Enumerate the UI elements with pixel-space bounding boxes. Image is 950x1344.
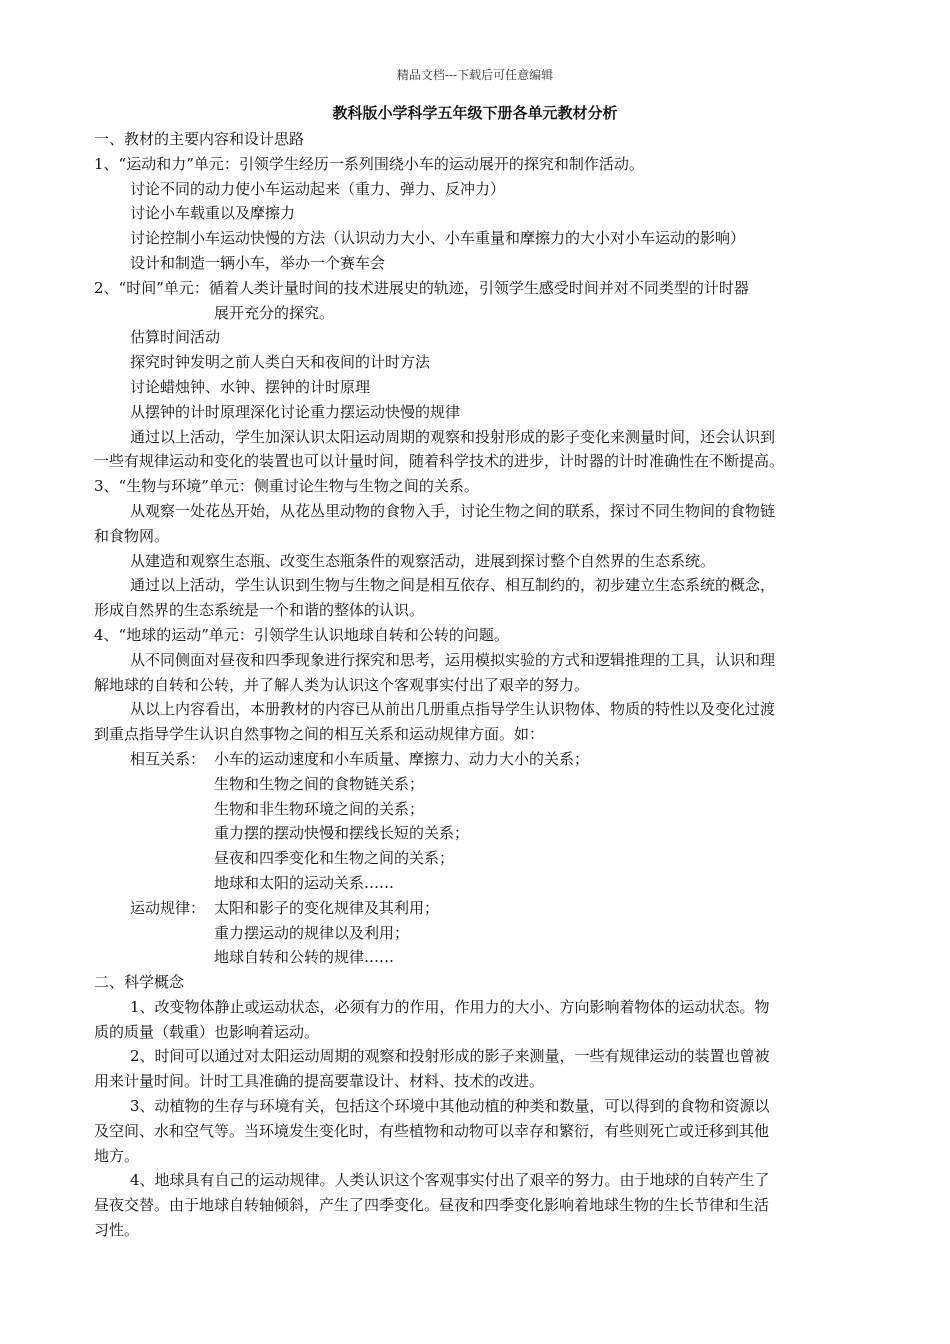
relation-label: 相互关系：	[130, 749, 206, 768]
list-item: 从摆钟的计时原理深化讨论重力摆运动快慢的规律	[130, 402, 461, 421]
paragraph-line: 通过以上活动，学生认识到生物与生物之间是相互依存、相互制约的，初步建立生态系统的概念，	[130, 576, 776, 595]
relation-item: 地球和太阳的运动关系……	[214, 873, 395, 892]
paragraph-line: 和食物网。	[94, 526, 170, 545]
document-title: 教科版小学科学五年级下册各单元教材分析	[332, 104, 618, 122]
unit-heading: 2、“时间”单元：循着人类计量时间的技术进展史的轨迹，引领学生感受时间并对不同类型的计时器	[94, 278, 749, 297]
paragraph-line: 1、改变物体静止或运动状态，必须有力的作用，作用力的大小、方向影响着物体的运动状态。物	[130, 997, 770, 1016]
unit-heading: 1、“运动和力”单元：引领学生经历一系列围绕小车的运动展开的探究和制作活动。	[94, 154, 644, 173]
paragraph-line: 到重点指导学生认识自然事物之间的相互关系和运动规律方面。如：	[94, 725, 545, 744]
paragraph-line: 一些有规律运动和变化的装置也可以计量时间，随着科学技术的进步，计时器的计时准确性在不断提高。	[94, 452, 785, 471]
law-item: 地球自转和公转的规律……	[214, 948, 395, 967]
paragraph-line: 质的质量（载重）也影响着运动。	[94, 1022, 320, 1041]
relation-item: 小车的运动速度和小车质量、摩擦力、动力大小的关系；	[214, 749, 590, 768]
list-item: 探究时钟发明之前人类白天和夜间的计时方法	[130, 353, 431, 372]
law-item: 太阳和影子的变化规律及其利用；	[214, 898, 440, 917]
paragraph-line: 形成自然界的生态系统是一个和谐的整体的认识。	[94, 601, 425, 620]
law-row	[94, 896, 864, 921]
relation-item: 生物和非生物环境之间的关系；	[214, 799, 425, 818]
list-item: 估算时间活动	[130, 328, 221, 347]
paragraph-line: 从建造和观察生态瓶、改变生态瓶条件的观察活动，进展到探讨整个自然界的生态系统。	[130, 551, 716, 570]
list-item: 讨论小车载重以及摩擦力	[130, 204, 296, 223]
relation-item: 生物和生物之间的食物链关系；	[214, 774, 425, 793]
paragraph-line: 3、动植物的生存与环境有关，包括这个环境中其他动植的种类和数量，可以得到的食物和资源以	[130, 1097, 770, 1116]
section-heading: 一、教材的主要内容和设计思路	[94, 130, 305, 148]
list-item: 设计和制造一辆小车，举办一个赛车会	[130, 253, 386, 272]
paragraph-line: 从以上内容看出，本册教材的内容已从前出几册重点指导学生认识物体、物质的特性以及变化过渡	[130, 700, 776, 719]
paragraph-line: 通过以上活动，学生加深认识太阳运动周期的观察和投射形成的影子变化来测量时间，还会认识到	[130, 427, 776, 446]
paragraph-line: 从不同侧面对昼夜和四季现象进行探究和思考，运用模拟实验的方式和逻辑推理的工具，认识和理	[130, 650, 776, 669]
paragraph-line: 解地球的自转和公转，并了解人类为认识这个客观事实付出了艰辛的努力。	[94, 675, 590, 694]
unit-heading-continued: 展开充分的探究。	[214, 303, 335, 322]
unit-heading: 4、“地球的运动”单元：引领学生认识地球自转和公转的问题。	[94, 625, 509, 644]
relation-row	[94, 747, 864, 772]
list-item: 讨论控制小车运动快慢的方法（认识动力大小、小车重量和摩擦力的大小对小车运动的影响）	[130, 229, 746, 248]
unit-heading: 3、“生物与环境”单元：侧重讨论生物与生物之间的关系。	[94, 477, 479, 496]
law-label: 运动规律：	[130, 898, 206, 917]
list-item: 讨论不同的动力使小车运动起来（重力、弹力、反冲力）	[130, 179, 506, 198]
paragraph-line: 习性。	[94, 1221, 140, 1240]
document-body	[94, 127, 864, 1243]
relation-item: 昼夜和四季变化和生物之间的关系；	[214, 849, 455, 868]
paragraph-line: 4、地球具有自己的运动规律。人类认识这个客观事实付出了艰辛的努力。由于地球的自转产生了	[130, 1171, 770, 1190]
paragraph-line: 2、时间可以通过对太阳运动周期的观察和投射形成的影子来测量，一些有规律运动的装置也曾被	[130, 1047, 770, 1066]
paragraph-line: 昼夜交替。由于地球自转轴倾斜，产生了四季变化。昼夜和四季变化影响着地球生物的生长节律和生活	[94, 1196, 770, 1215]
paragraph-line: 地方。	[94, 1146, 140, 1165]
paragraph-line: 用来计量时间。计时工具准确的提高要靠设计、材料、技术的改进。	[94, 1072, 545, 1091]
relation-item: 重力摆的摆动快慢和摆线长短的关系；	[214, 824, 470, 843]
section-heading: 二、科学概念	[94, 973, 185, 992]
paragraph-line: 及空间、水和空气等。当环境发生变化时，有些植物和动物可以幸存和繁衍，有些则死亡或迁移到其他	[94, 1121, 770, 1140]
paragraph-line: 从观察一处花丛开始，从花丛里动物的食物入手，讨论生物之间的联系，探讨不同生物间的食物链	[130, 501, 776, 520]
list-item: 讨论蜡烛钟、水钟、摆钟的计时原理	[130, 377, 371, 396]
page-header: 精品文档---下载后可任意编辑	[396, 68, 554, 82]
law-item: 重力摆运动的规律以及利用；	[214, 923, 410, 942]
